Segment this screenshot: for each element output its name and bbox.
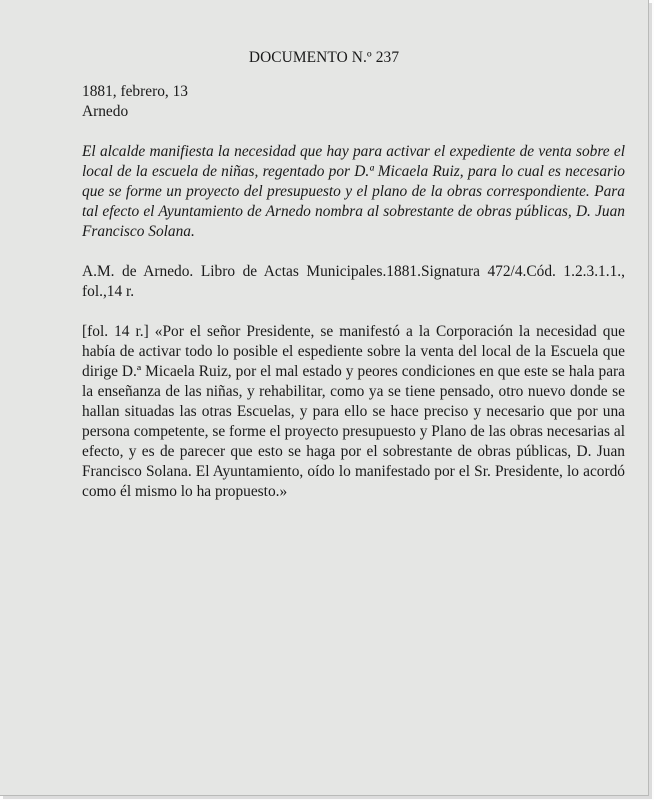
archive-source — [82, 262, 625, 302]
transcription-line: persona competente, se forme el proyecto presupuesto y Plano de las obras necesarias al — [82, 423, 625, 440]
document-place: Arnedo — [82, 103, 129, 120]
source-line: A.M. de Arnedo. Libro de Actas Municipales.1881.Signatura 472/4.Cód. 1.2.3.1.1., — [82, 263, 625, 280]
transcription-line: efecto, y es de parecer que esto se haga por el sobrestante de obras públicas, D. Juan — [82, 443, 625, 460]
date-place-block — [82, 82, 625, 122]
summary-line: tal efecto el Ayuntamiento de Arnedo nombra al sobrestante de obras públicas, D. Juan — [82, 203, 625, 220]
transcription-line: Francisco Solana. El Ayuntamiento, oído lo manifestado por el Sr. Presidente, lo acordó — [82, 463, 625, 480]
document-summary — [82, 142, 625, 242]
summary-line: El alcalde manifiesta la necesidad que hay para activar el expediente de venta sobre el — [82, 143, 625, 160]
transcription-line: la enseñanza de las niñas, y rehabilitar, como ya se tiene pensado, otro nuevo donde se — [82, 383, 625, 400]
document-date: 1881, febrero, 13 — [82, 83, 188, 100]
transcription-line: [fol. 14 r.] «Por el señor Presidente, se manifestó a la Corporación la necesidad que — [82, 323, 625, 340]
transcription — [82, 322, 625, 502]
source-line: fol.,14 r. — [82, 283, 135, 300]
summary-line: que se forme un proyecto del presupuesto y el plano de la obras correspondiente. Para — [82, 183, 625, 200]
transcription-line: dirige D.ª Micaela Ruiz, por el mal estado y peores condiciones en que este se hala para — [82, 363, 625, 380]
transcription-line: como él mismo lo ha propuesto.» — [82, 483, 288, 500]
document-title: DOCUMENTO N.º 237 — [248, 49, 400, 66]
transcription-line: hallan situadas las otras Escuelas, y para ello se hace preciso y necesario que por una — [82, 403, 625, 420]
document-body — [82, 82, 625, 522]
summary-line: local de la escuela de niñas, regentado por D.ª Micaela Ruiz, para lo cual es necesario — [82, 163, 625, 180]
transcription-line: había de activar todo lo posible el espediente sobre la venta del local de la Escuela que — [82, 343, 625, 360]
summary-line: Francisco Solana. — [82, 223, 195, 240]
